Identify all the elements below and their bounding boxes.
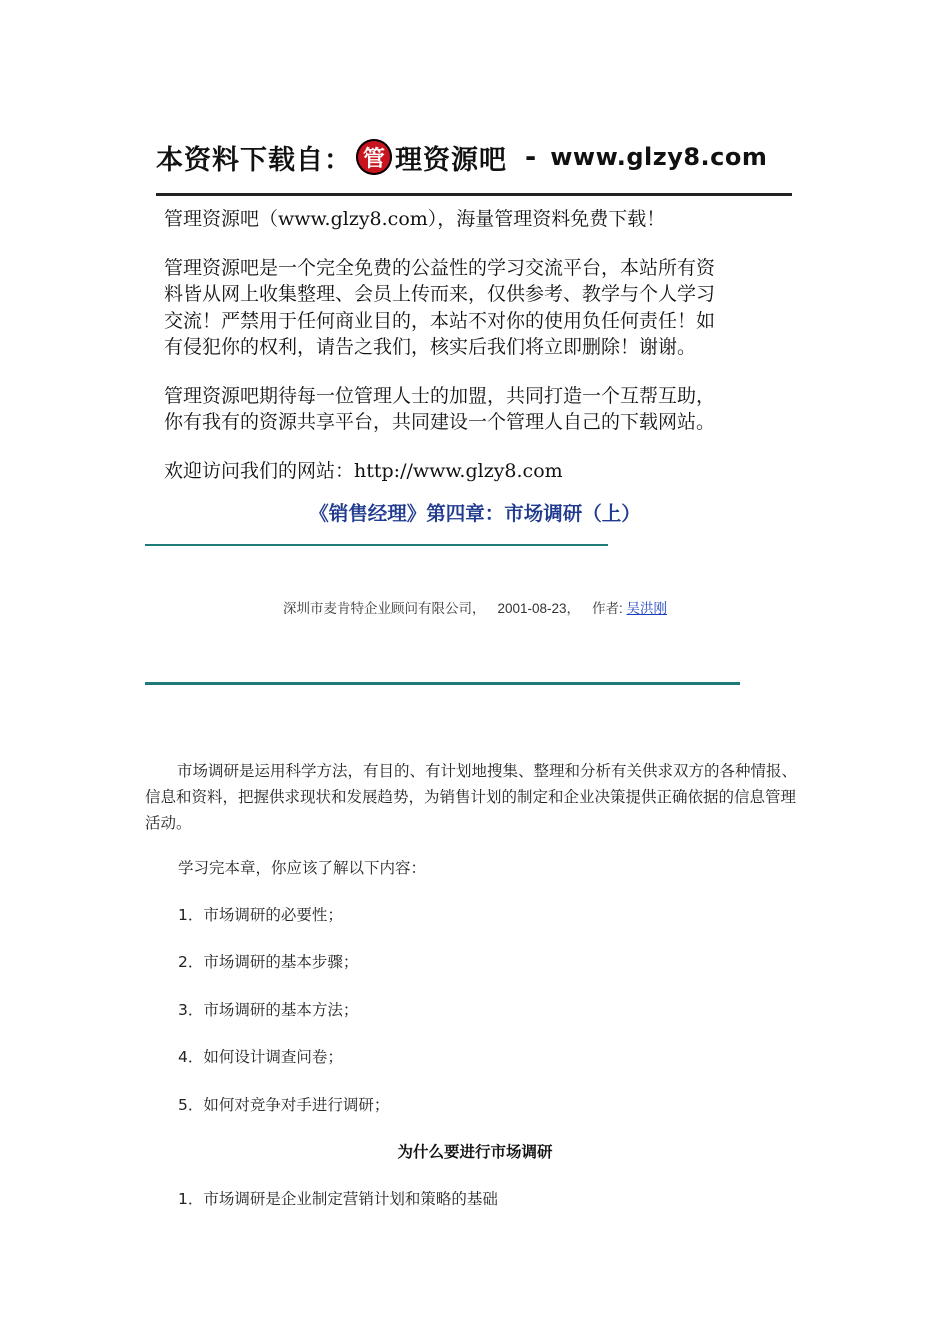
banner-header (156, 128, 796, 186)
banner-visit-text: 欢迎访问我们的网站：http://www.glzy8.com (164, 459, 563, 482)
site-banner (156, 128, 796, 482)
title-divider (145, 544, 608, 546)
banner-disclaimer (164, 255, 794, 361)
banner-notice (164, 206, 794, 484)
banner-dash: - (525, 141, 537, 173)
article-title: 《销售经理》第四章：市场调研（上） (309, 503, 641, 525)
banner-invitation (164, 383, 794, 436)
section-heading: 为什么要进行市场调研 (397, 1143, 553, 1161)
article-meta (0, 597, 950, 617)
meta-divider (145, 682, 740, 685)
list-item: 2．市场调研的基本步骤； (178, 953, 359, 971)
disclaimer-line: 有侵犯你的权利，请告之我们，核实后我们将立即删除！谢谢。 (164, 336, 697, 358)
disclaimer-line: 交流！严禁用于任何商业目的，本站不对你的使用负任何责任！如 (164, 309, 716, 332)
meta-date: 2001-08-23， (497, 601, 581, 616)
invitation-line: 你有我有的资源共享平台，共同建设一个管理人自己的下载网站。 (164, 411, 716, 433)
banner-tagline: 管理资源吧（www.glzy8.com），海量管理资料免费下载！ (164, 208, 666, 230)
site-logo-icon: 管 (356, 139, 392, 175)
banner-divider (156, 193, 792, 196)
banner-url: www.glzy8.com (550, 143, 768, 171)
meta-company: 深圳市麦肯特企业顾问有限公司， (282, 601, 486, 616)
intro-paragraph: 市场调研是运用科学方法，有目的、有计划地搜集、整理和分析有关供求双方的各种情报、信息和资料，把握供求现状和发展趋势，为销售计划的制定和企业决策提供正确依据的信息管理活动。 (145, 762, 798, 832)
author-link[interactable]: 吴洪刚 (626, 601, 668, 616)
list-item: 3．市场调研的基本方法； (178, 1001, 359, 1019)
learn-heading: 学习完本章，你应该了解以下内容： (178, 859, 427, 877)
invitation-line: 管理资源吧期待每一位管理人士的加盟，共同打造一个互帮互助， (164, 384, 716, 407)
meta-author-label: 作者: (592, 601, 623, 616)
section-list-item: 1．市场调研是企业制定营销计划和策略的基础 (178, 1190, 498, 1208)
banner-lead-text: 本资料下载自： (156, 144, 352, 176)
banner-brand: 理资源吧 (395, 144, 507, 176)
list-item: 5．如何对竞争对手进行调研； (178, 1096, 390, 1114)
disclaimer-line: 料皆从网上收集整理、会员上传而来，仅供参考、教学与个人学习 (164, 283, 716, 305)
list-item: 4．如何设计调查问卷； (178, 1048, 343, 1066)
disclaimer-line: 管理资源吧是一个完全免费的公益性的学习交流平台，本站所有资 (164, 256, 716, 279)
list-item: 1．市场调研的必要性； (178, 906, 343, 924)
